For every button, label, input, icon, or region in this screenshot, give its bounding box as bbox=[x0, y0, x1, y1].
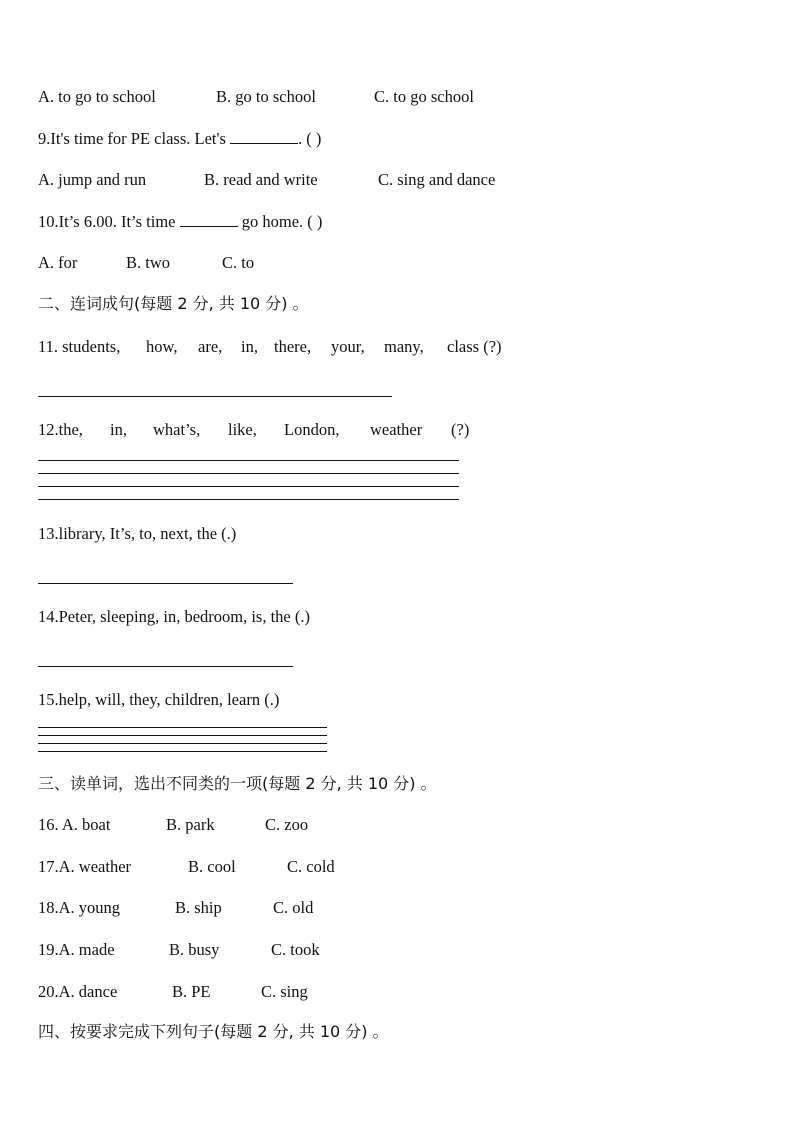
q12-word: like, bbox=[228, 420, 257, 439]
q19-option-a: 19.A. made bbox=[38, 940, 115, 959]
q8-option-a: A. to go to school bbox=[38, 87, 156, 106]
q11-word: class (?) bbox=[447, 337, 502, 356]
question-10 bbox=[38, 211, 322, 233]
q13-answer-line bbox=[38, 583, 293, 584]
question-12 bbox=[38, 419, 638, 441]
q10-option-a: A. for bbox=[38, 253, 78, 272]
q9-text-pre: 9.It's time for PE class. Let's bbox=[38, 129, 230, 148]
q15-answer-line bbox=[38, 743, 327, 744]
q12-word: 12.the, bbox=[38, 420, 83, 439]
q19-option-b: B. busy bbox=[169, 940, 220, 959]
q16-option-a: 16. A. boat bbox=[38, 815, 111, 834]
q20-option-c: C. sing bbox=[261, 982, 308, 1001]
q9-option-a: A. jump and run bbox=[38, 170, 147, 189]
q12-answer-line bbox=[38, 486, 459, 487]
q12-word: (?) bbox=[451, 420, 470, 439]
q11-word: many, bbox=[384, 337, 424, 356]
q18-option-a: 18.A. young bbox=[38, 898, 121, 917]
question-14: 14.Peter, sleeping, in, bedroom, is, the (.) bbox=[38, 607, 310, 626]
section-3-heading: 三、读单词，选出不同类的一项(每题 2 分, 共 10 分) 。 bbox=[38, 774, 437, 793]
q8-option-c: C. to go school bbox=[374, 87, 474, 106]
q15-answer-line bbox=[38, 735, 327, 736]
q9-text-post: . ( ) bbox=[298, 129, 322, 148]
q17-option-b: B. cool bbox=[188, 857, 236, 876]
q12-answer-line bbox=[38, 473, 459, 474]
q10-option-b: B. two bbox=[126, 253, 171, 272]
q9-option-c: C. sing and dance bbox=[378, 170, 496, 189]
question-16 bbox=[38, 814, 538, 836]
q11-word: how, bbox=[146, 337, 178, 356]
q19-option-c: C. took bbox=[271, 940, 320, 959]
q18-option-c: C. old bbox=[273, 898, 314, 917]
question-11 bbox=[38, 336, 638, 358]
q12-word: weather bbox=[370, 420, 423, 439]
question-17 bbox=[38, 856, 538, 878]
question-19 bbox=[38, 939, 538, 961]
question-9 bbox=[38, 128, 321, 150]
q10-option-c: C. to bbox=[222, 253, 255, 272]
section-2-heading: 二、连词成句(每题 2 分, 共 10 分) 。 bbox=[38, 294, 309, 313]
q15-answer-line bbox=[38, 727, 327, 728]
section-4-heading: 四、按要求完成下列句子(每题 2 分, 共 10 分) 。 bbox=[38, 1022, 389, 1041]
q18-option-b: B. ship bbox=[175, 898, 222, 917]
q11-word: there, bbox=[274, 337, 312, 356]
q9-option-b: B. read and write bbox=[204, 170, 318, 189]
q12-word: what’s, bbox=[153, 420, 201, 439]
q10-blank bbox=[180, 212, 238, 227]
question-18 bbox=[38, 897, 538, 919]
q17-option-c: C. cold bbox=[287, 857, 335, 876]
q20-option-a: 20.A. dance bbox=[38, 982, 118, 1001]
q16-option-c: C. zoo bbox=[265, 815, 309, 834]
q14-answer-line bbox=[38, 666, 293, 667]
q15-answer-line bbox=[38, 751, 327, 752]
q9-options bbox=[38, 169, 638, 191]
question-20 bbox=[38, 981, 538, 1003]
q11-word: your, bbox=[331, 337, 365, 356]
q12-answer-line bbox=[38, 460, 459, 461]
q17-option-a: 17.A. weather bbox=[38, 857, 132, 876]
q10-options bbox=[38, 252, 638, 274]
q10-text-pre: 10.It’s 6.00. It’s time bbox=[38, 212, 180, 231]
q16-option-b: B. park bbox=[166, 815, 215, 834]
q20-option-b: B. PE bbox=[172, 982, 211, 1001]
q9-blank bbox=[230, 129, 298, 144]
q11-word: in, bbox=[241, 337, 258, 356]
q12-word: London, bbox=[284, 420, 340, 439]
q12-answer-line bbox=[38, 499, 459, 500]
q10-text-post: go home. ( ) bbox=[237, 212, 323, 231]
q11-word: are, bbox=[198, 337, 223, 356]
question-15: 15.help, will, they, children, learn (.) bbox=[38, 690, 280, 709]
q11-answer-line bbox=[38, 396, 392, 397]
q8-option-b: B. go to school bbox=[216, 87, 316, 106]
q12-word: in, bbox=[110, 420, 127, 439]
q8-options bbox=[38, 86, 638, 108]
question-13: 13.library, It’s, to, next, the (.) bbox=[38, 524, 237, 543]
q11-word: 11. students, bbox=[38, 337, 121, 356]
